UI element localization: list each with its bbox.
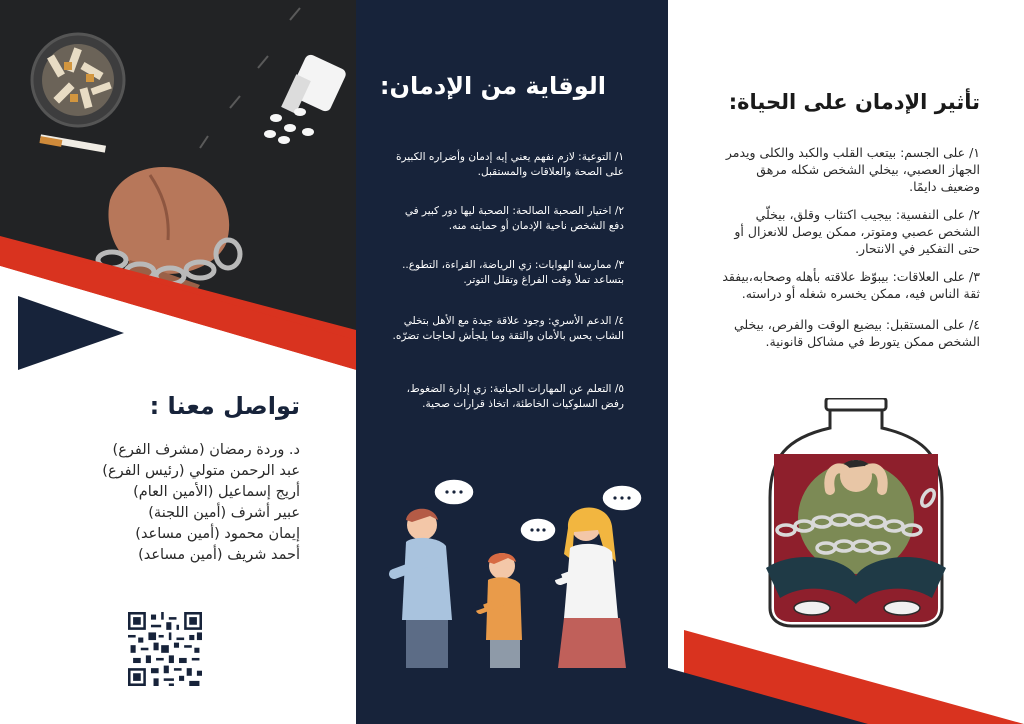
- contact-item: إيمان محمود (أمين مساعد): [135, 526, 300, 542]
- prevention-item: ١/ التوعية: لازم نفهم يعني إيه إدمان وأضراره الكبيرة على الصحة والعلاقات والمستقبل.: [395, 151, 624, 178]
- person-in-bottle-illustration: [756, 398, 956, 630]
- contact-item: د. وردة رمضان (مشرف الفرع): [112, 442, 300, 458]
- effects-item: ٤/ على المستقبل: بيضيع الوقت والفرص، بيخلي الشخص ممكن يتورط في مشاكل قانونية.: [733, 317, 980, 349]
- people-on-phones-illustration: [372, 470, 662, 670]
- navy-triangle-icon: [18, 296, 128, 370]
- contact-list: [20, 440, 300, 566]
- prevention-item: ٤/ الدعم الأسري: وجود علاقة جيدة مع الأهل بتخلي الشاب يحس بالأمان والثقة وما يلجأش لحاجات تضرّه.: [392, 315, 624, 342]
- prevention-panel: [356, 0, 668, 724]
- contact-item: أريج إسماعيل (الأمين العام): [133, 484, 300, 500]
- prevention-title: الوقاية من الإدمان:: [379, 72, 606, 100]
- contact-item: أحمد شريف (أمين مساعد): [138, 547, 300, 563]
- qr-code-icon[interactable]: [128, 612, 202, 686]
- red-corner-shape: [668, 630, 1024, 724]
- prevention-item: ٢/ اختيار الصحبة الصالحة: الصحبة ليها دور كبير في دفع الشخص ناحية الإدمان أو حمايته منه.: [404, 205, 624, 232]
- effects-item: ١/ على الجسم: بيتعب القلب والكبد والكلى ويدمر الجهاز العصبي، بيخلي الشخص شكله مرهق وضعيف دايمًا.: [725, 145, 980, 194]
- contact-title: تواصل معنا :: [149, 392, 300, 420]
- effects-panel: [668, 0, 1024, 724]
- contact-panel: [0, 0, 356, 724]
- effects-item: ٢/ على النفسية: بيجيب اكتئاب وقلق، بيخلّي الشخص عصبي ومتوتر، ممكن يوصل للانعزال أو حتى التفكير في الانتحار.: [734, 207, 980, 256]
- contact-item: عبد الرحمن متولي (رئيس الفرع): [102, 463, 300, 479]
- prevention-item: ٥/ التعلم عن المهارات الحياتية: زي إدارة الضغوط، رفض السلوكيات الخاطئة، اتخاذ قرارات صحية.: [406, 383, 624, 410]
- prevention-item: ٣/ ممارسة الهوايات: زي الرياضة، القراءة، التطوع.. بتساعد تملأ وقت الفراغ وتقلل التوتر.: [402, 259, 624, 286]
- effects-title: تأثير الإدمان على الحياة:: [728, 90, 980, 114]
- effects-item: ٣/ على العلاقات: بيبوّظ علاقته بأهله وصحابه،بيفقد ثقة الناس فيه، ممكن يخسره شغله أو دراسته.: [722, 269, 980, 301]
- contact-item: عبير أشرف (أمين اللجنة): [148, 505, 300, 521]
